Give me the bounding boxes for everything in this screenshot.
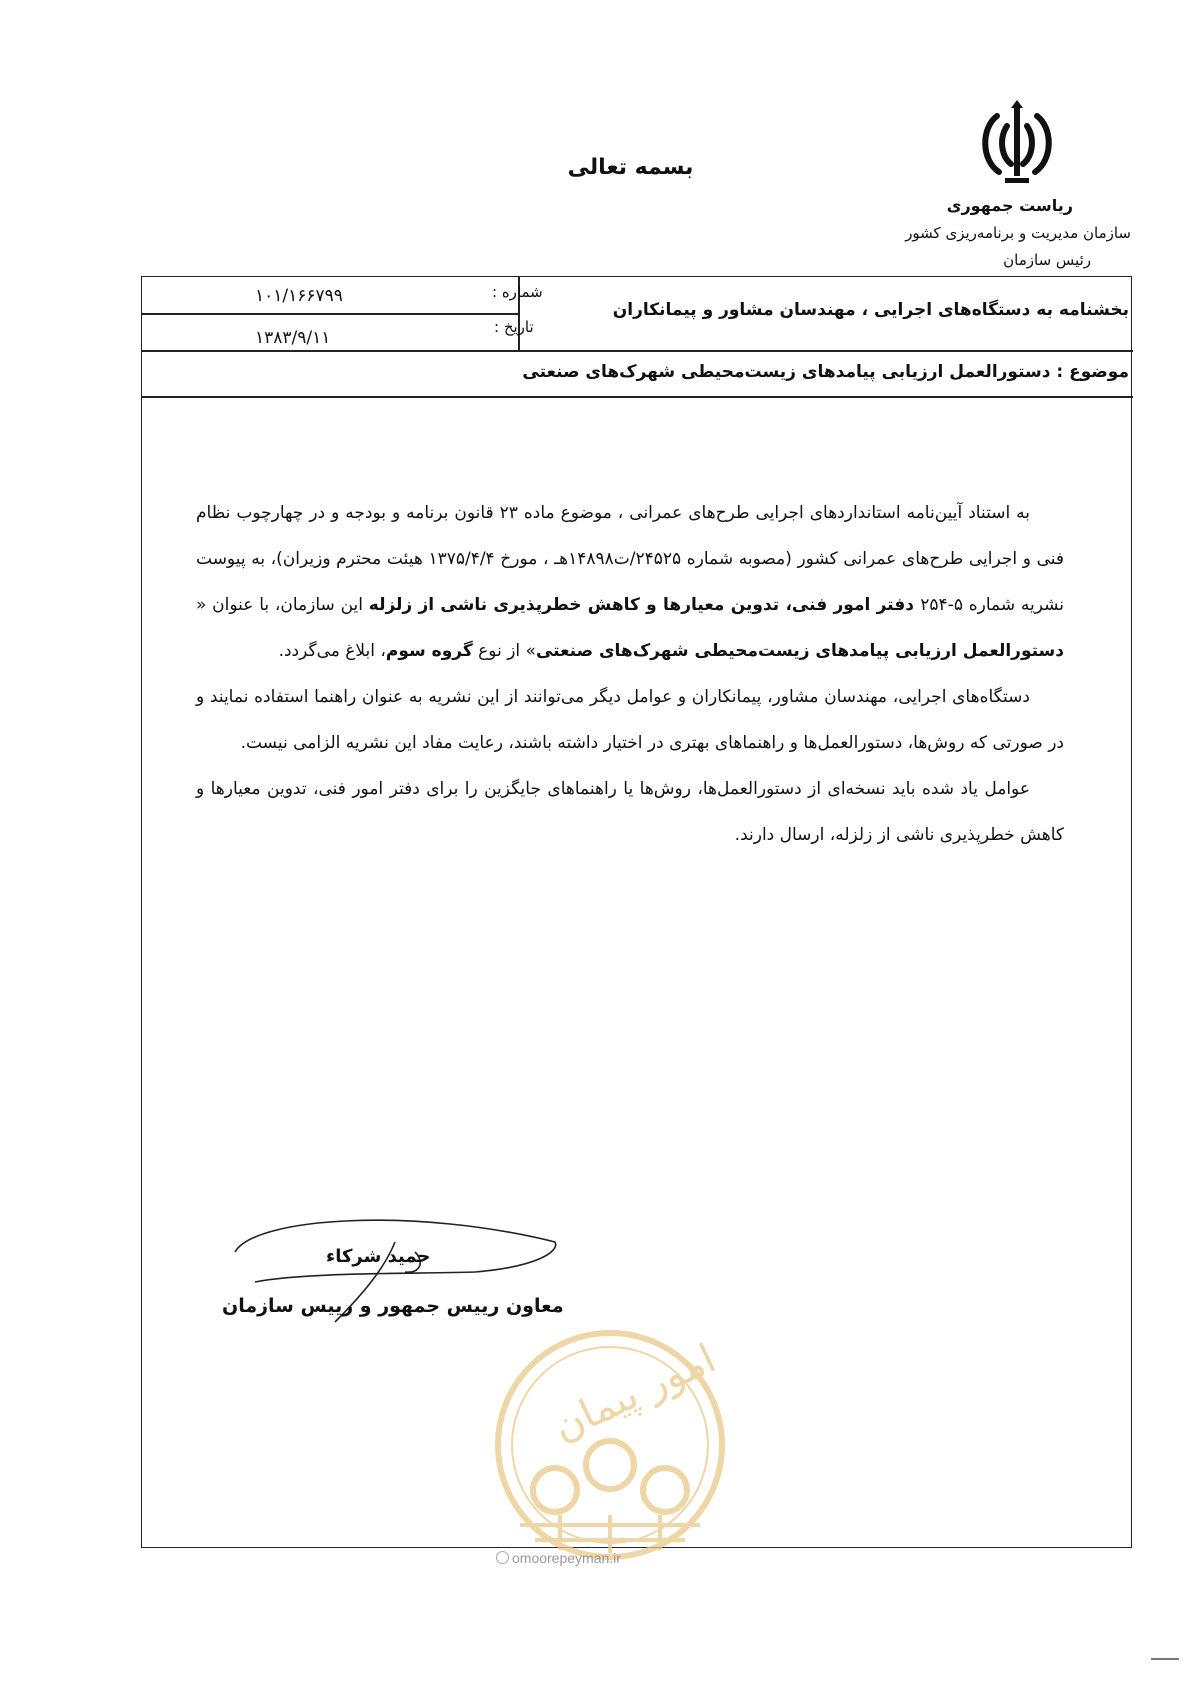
signatory-title: معاون رییس جمهور و رییس سازمان: [222, 1295, 564, 1317]
body-paragraph-3: عوامل یاد شده باید نسخه‌ای از دستورالعمل‌ها، روش‌ها یا راهنماهای جایگزین را برای دفتر امور فنی، تدوین معیارها و کاهش خطرپذیری ناشی از زلزله، ارسال دارند.: [196, 779, 1064, 845]
body-paragraph-1: [196, 490, 1064, 674]
at-icon: [496, 1551, 509, 1564]
date-label: تاریخ :: [494, 318, 534, 336]
subject-line: موضوع : دستورالعمل ارزیابی پیامدهای زیست‌محیطی شهرک‌های صنعتی: [522, 362, 1129, 382]
watermark-text: omoorepeyman.ir: [512, 1550, 621, 1566]
page-corner-mark: [1151, 1658, 1179, 1660]
website-watermark: [496, 1550, 621, 1566]
bismillah-heading: بسمه تعالی: [567, 155, 694, 180]
signature-scribble: [215, 1212, 575, 1342]
number-value: ۱۰۱/۱۶۶۷۹۹: [255, 286, 343, 306]
omoor-peyman-seal-icon: [490, 1325, 730, 1565]
letter-body: [196, 490, 1064, 858]
recipients-line: بخشنامه به دستگاه‌های اجرایی ، مهندسان مشاور و پیمانکاران: [612, 300, 1129, 320]
date-value: ۱۳۸۳/۹/۱۱: [255, 328, 331, 348]
signatory-name: حمید شرکاء: [326, 1246, 431, 1267]
subject-divider: [142, 396, 1133, 398]
body-p1-text-g: ، ابلاغ می‌گردد.: [278, 641, 386, 661]
body-p1-text-e: » از نوع: [472, 641, 536, 661]
org-line-organization: سازمان مدیریت و برنامه‌ریزی کشور: [905, 224, 1131, 242]
header-divider-number-date: [142, 313, 519, 315]
number-label: شماره :: [492, 283, 543, 301]
body-p1-text-c: این سازمان، با عنوان «: [196, 595, 369, 615]
org-line-head: رئیس سازمان: [1003, 251, 1091, 269]
header-divider-main: [142, 350, 1133, 352]
body-paragraph-2: دستگاه‌های اجرایی، مهندسان مشاور، پیمانکاران و عوامل دیگر می‌توانند از این نشریه به عنوان راهنما استفاده نمایند و در صورتی که روش‌ها، دستورالعمل‌ها و راهنماهای بهتری در اختیار داشته باشند، رعایت مفاد این نشریه الزامی نیست.: [196, 687, 1064, 753]
body-p1-publication-title: دستورالعمل ارزیابی پیامدهای زیست‌محیطی شهرک‌های صنعتی: [535, 641, 1064, 661]
body-p1-text-a: به استناد آیین‌نامه استانداردهای اجرایی طرح‌های عمرانی ، موضوع ماده ۲۳ قانون برنامه و بودجه و در چهارچوب نظام فنی و اجرایی طرح‌های عمرانی کشور (مصوبه شماره ۲۴۵۲۵/ت۱۴۸۹۸هـ ، مورخ ۱۳۷۵/۴/۴ هیئت محترم وزیران)، به پیوست نشریه شماره ۵-۲۵۴: [196, 503, 1064, 615]
org-line-presidency: ریاست جمهوری: [946, 196, 1073, 215]
seal-text: امور پیمان: [546, 1335, 723, 1451]
body-p1-group: گروه سوم: [385, 641, 473, 661]
body-p1-office-name: دفتر امور فنی، تدوین معیارها و کاهش خطرپذیری ناشی از زلزله: [368, 595, 921, 615]
iran-emblem-icon: [975, 98, 1059, 188]
